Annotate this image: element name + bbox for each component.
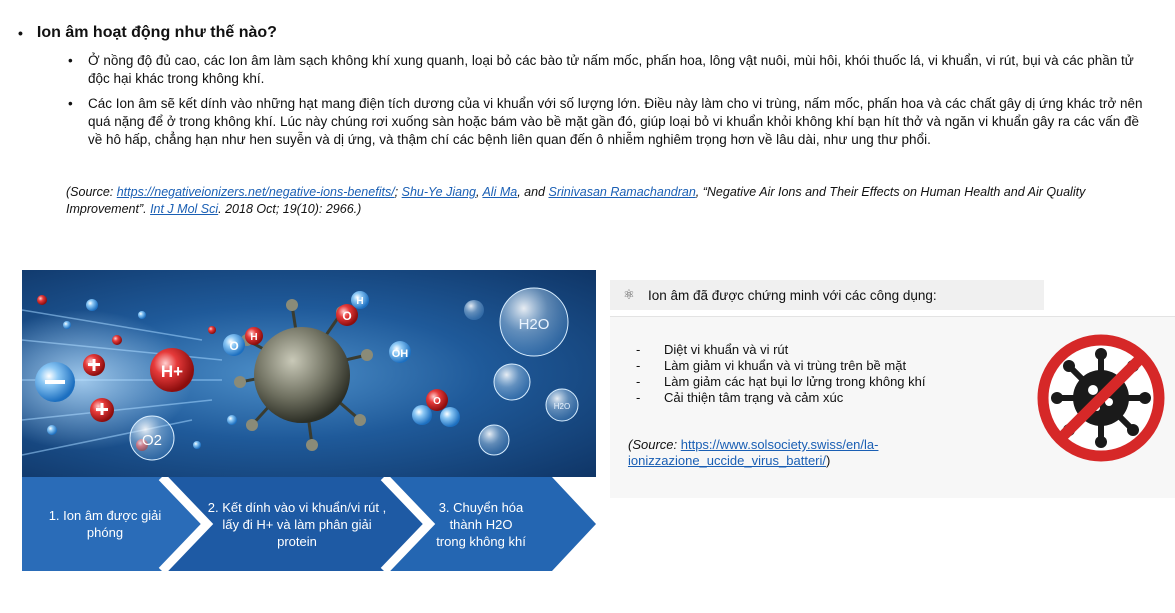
benefit-item: - Cải thiện tâm trạng và cảm xúc	[636, 390, 925, 406]
bullet-marker: •	[18, 25, 23, 41]
ion-illustration-graphic	[22, 270, 596, 477]
explanation-item: • Ở nồng độ đủ cao, các Ion âm làm sạch không khí xung quanh, loại bỏ các bào tử nấm mốc, phấn hoa, lông vật nuôi, mùi hôi, khói thuốc lá, vi khuẩn, vi rút, bụi và các phần tử độc hại khác trong không khí.	[66, 52, 1156, 88]
heading-text: Ion âm hoạt động như thế nào?	[36, 24, 277, 41]
svg-text:O: O	[433, 396, 441, 407]
citation-sep: ;	[394, 185, 402, 199]
benefits-title: Ion âm đã được chứng minh với các công dụng:	[648, 287, 937, 303]
atom-icon: ⚛	[623, 287, 635, 302]
svg-text:H: H	[356, 296, 364, 307]
h2o-small-label: H2O	[553, 402, 571, 411]
journal-link[interactable]: Int J Mol Sci	[150, 202, 219, 216]
citation-title: , “Negative Air Ions and Their Effects on Human Health and Air Quality Improvement”.	[66, 185, 1086, 216]
citation-sep: , and	[517, 185, 549, 199]
explanation-item: • Các Ion âm sẽ kết dính vào những hạt mang điện tích dương của vi khuẩn với số lượng lớn. Điều này làm cho vi trùng, nấm mốc, phấn hoa và các chất gây dị ứng khác trở nên quá nặng để ở trong không khí. Lúc này chúng rơi xuống sàn hoặc bám vào bề mặt gần đó, giúp loại bỏ vi khuẩn khỏi không khí bạn hít thở và ngăn vi khuẩn gây ra các vấn đề về hô hấp, chẳng hạn như hen suyễn và dị ứng, và thậm chí các bệnh liên quan đến ô nhiễm nghiêm trọng hơn về lâu dài, như ung thư phổi.	[66, 95, 1156, 149]
svg-text:O: O	[229, 339, 239, 353]
o2-label: O2	[141, 432, 163, 449]
step-2: 2. Kết dính vào vi khuẩn/vi rút , lấy đi H+ và làm phân giải protein	[207, 499, 387, 549]
author-link-ramachandran[interactable]: Srinivasan Ramachandran	[548, 185, 696, 199]
no-virus-icon	[1035, 332, 1167, 464]
citation-link-negativeionizers[interactable]: https://negativeionizers.net/negative-ions-benefits/	[116, 185, 395, 199]
citation-sep: ,	[475, 185, 483, 199]
h-plus-label: H+	[160, 362, 184, 381]
explanation-list	[66, 52, 1156, 156]
process-steps	[22, 477, 596, 571]
step-3: 3. Chuyển hóa thành H2O trong không khí	[436, 499, 526, 549]
citation-prefix: (Source:	[66, 185, 117, 199]
ion-illustration	[22, 270, 596, 477]
benefit-item: - Diệt vi khuẩn và vi rút	[636, 342, 925, 358]
benefits-source-tail: )	[826, 453, 831, 468]
h2o-label: H2O	[518, 316, 550, 333]
benefits-source	[628, 437, 1008, 469]
citation	[66, 184, 1156, 218]
author-link-jiang[interactable]: Shu-Ye Jiang	[401, 185, 476, 199]
svg-text:O: O	[342, 309, 352, 323]
benefits-list	[636, 342, 925, 406]
benefits-source-label: (Source:	[628, 437, 681, 452]
oh-label: OH	[391, 348, 409, 360]
author-link-ma[interactable]: Ali Ma	[482, 185, 518, 199]
solsociety-link[interactable]: https://www.solsociety.swiss/en/la-ionizzazione_uccide_virus_batteri/	[628, 437, 879, 468]
section-heading	[18, 24, 277, 42]
benefits-header	[610, 280, 1044, 310]
benefit-item: - Làm giảm các hạt bụi lơ lửng trong không khí	[636, 374, 925, 390]
svg-text:H: H	[250, 332, 258, 343]
benefit-item: - Làm giảm vi khuẩn và vi trùng trên bề mặt	[636, 358, 925, 374]
citation-tail: . 2018 Oct; 19(10): 2966.)	[218, 202, 362, 216]
step-1: 1. Ion âm được giải phóng	[48, 508, 162, 540]
